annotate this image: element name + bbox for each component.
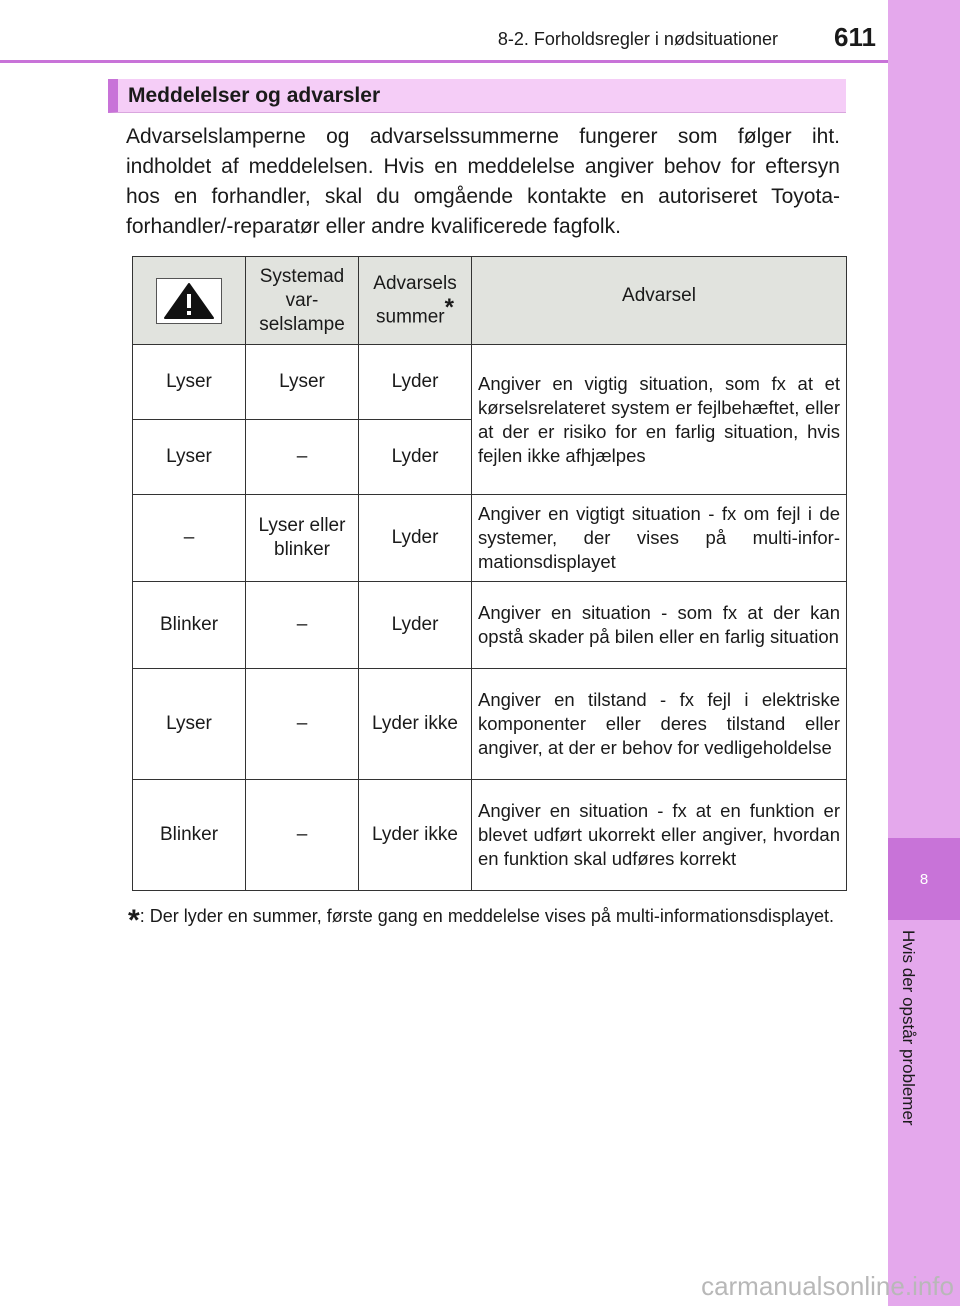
cell-system-lamp: – (246, 780, 359, 891)
cell-lamp: Lyser (133, 420, 246, 495)
watermark: carmanualsonline.info (701, 1271, 954, 1301)
warning-lamp-box (156, 278, 222, 324)
cell-lamp: Lyser (133, 345, 246, 420)
table-row (133, 582, 847, 669)
header-warning: Advarsel (472, 257, 847, 345)
section-title: 8-2. Forholdsregler i nødsituationer (497, 29, 778, 49)
intro-paragraph: Advarselslamperne og advarselssummerne fungerer som følger iht. indholdet af meddelelsen. Hvis en meddelelse angiver behov for eftersyn hos en forhandler, skal du omgående kontakte en autoriseret Toyota-forhandler/-reparatør eller andre kvalificerede fagfolk. (126, 125, 840, 238)
table-row (133, 495, 847, 582)
header-buzzer-label: Advarsels summer (373, 272, 457, 328)
cell-buzzer: Lyder ikke (359, 780, 472, 891)
footnote-mark: * (128, 904, 140, 937)
section-heading: Meddelelser og advarsler (108, 79, 846, 113)
chapter-title: Hvis der opstår problemer (899, 930, 918, 1126)
table-row (133, 669, 847, 780)
cell-lamp: Lyser (133, 669, 246, 780)
cell-buzzer: Lyder (359, 420, 472, 495)
table-row (133, 345, 847, 420)
cell-warning: Angiver en vigtig situation, som fx at et kørselsrelateret system er fejlbehæftet, eller at der er risiko for en farlig situation, hvis fejlen ikke afhjælpes (472, 345, 847, 495)
page-header (0, 0, 888, 60)
cell-system-lamp: – (246, 420, 359, 495)
cell-buzzer: Lyder (359, 582, 472, 669)
cell-system-lamp: Lyser eller blinker (246, 495, 359, 582)
cell-system-lamp: Lyser (246, 345, 359, 420)
chapter-number: 8 (888, 838, 960, 920)
cell-system-lamp: – (246, 669, 359, 780)
header-rule (0, 60, 888, 63)
cell-warning: Angiver en situation - som fx at der kan opstå skader på bilen eller en farlig situation (472, 582, 847, 669)
page-number: 611 (834, 22, 876, 52)
cell-buzzer: Lyder (359, 495, 472, 582)
cell-lamp: Blinker (133, 780, 246, 891)
cell-buzzer: Lyder (359, 345, 472, 420)
footnote (128, 904, 840, 937)
cell-buzzer: Lyder ikke (359, 669, 472, 780)
table-header-row (133, 257, 847, 345)
cell-warning: Angiver en situation - fx at en funktion er blevet udført ukorrekt eller angiver, hvordan en funktion skal udføres korrekt (472, 780, 847, 891)
cell-lamp: Blinker (133, 582, 246, 669)
table-row (133, 780, 847, 891)
warning-triangle-icon (163, 282, 215, 320)
cell-lamp: – (133, 495, 246, 582)
cell-system-lamp: – (246, 582, 359, 669)
header-warning-lamp (133, 257, 246, 345)
cell-warning: Angiver en tilstand - fx fejl i elektriske komponenter eller deres tilstand eller angiver, at der er behov for vedligeholdelse (472, 669, 847, 780)
cell-warning: Angiver en vigtigt situation - fx om fejl i de systemer, der vises på multi-informationsdisplayet (472, 495, 847, 582)
header-system-lamp: Systemad var-selslampe (246, 257, 359, 345)
footnote-text: : Der lyder en summer, første gang en meddelelse vises på multi-informationsdisplayet. (139, 906, 834, 926)
header-buzzer-mark: * (444, 293, 454, 321)
warning-table (132, 256, 847, 891)
header-buzzer (359, 257, 472, 345)
